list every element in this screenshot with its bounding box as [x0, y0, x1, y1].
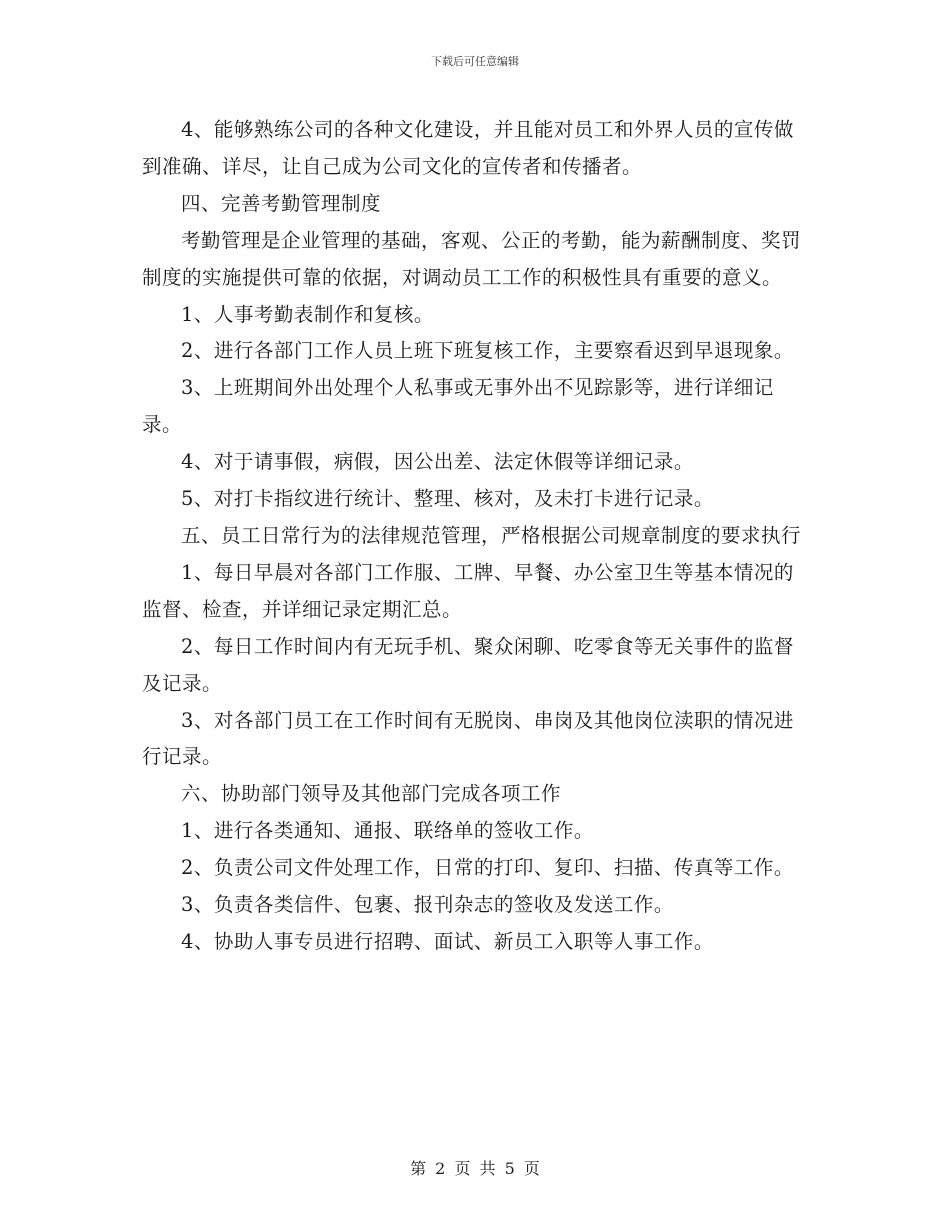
- page-header: 下载后可任意编辑: [431, 55, 519, 68]
- list-item: 1、进行各类通知、通报、联络单的签收工作。: [181, 819, 594, 843]
- list-item: 5、对打卡指纹进行统计、整理、核对，及未打卡进行记录。: [181, 487, 714, 511]
- document-body: [142, 112, 812, 961]
- list-item: 2、进行各部门工作人员上班下班复核工作，主要察看迟到早退现象。: [181, 339, 794, 363]
- list-item: 1、每日早晨对各部门工作服、工牌、早餐、办公室卫生等基本情况的监督、检查，并详细记录定期汇总。: [142, 560, 794, 621]
- list-item: 3、对各部门员工在工作时间有无脱岗、串岗及其他岗位渎职的情况进行记录。: [142, 708, 794, 769]
- list-item: 2、每日工作时间内有无玩手机、聚众闲聊、吃零食等无关事件的监督及记录。: [142, 634, 794, 695]
- paragraph: 考勤管理是企业管理的基础，客观、公正的考勤，能为薪酬制度、奖罚制度的实施提供可靠的依据，对调动员工工作的积极性具有重要的意义。: [142, 228, 802, 289]
- section-heading: 六、协助部门领导及其他部门完成各项工作: [181, 782, 562, 806]
- list-item: 3、上班期间外出处理个人私事或无事外出不见踪影等，进行详细记录。: [142, 376, 774, 437]
- list-item: 2、负责公司文件处理工作，日常的打印、复印、扫描、传真等工作。: [181, 856, 794, 880]
- list-item: 3、负责各类信件、包裹、报刊杂志的签收及发送工作。: [181, 893, 674, 917]
- paragraph: 4、能够熟练公司的各种文化建设，并且能对员工和外界人员的宣传做到准确、详尽，让自己成为公司文化的宣传者和传播者。: [142, 118, 794, 178]
- section-heading: 五、员工日常行为的法律规范管理，严格根据公司规章制度的要求执行: [181, 523, 802, 547]
- list-item: 1、人事考勤表制作和复核。: [181, 302, 434, 326]
- section-heading: 四、完善考勤管理制度: [181, 191, 382, 215]
- list-item: 4、对于请事假，病假，因公出差、法定休假等详细记录。: [181, 450, 694, 474]
- list-item: 4、协助人事专员进行招聘、面试、新员工入职等人事工作。: [181, 929, 714, 953]
- page-footer: 第 2 页 共 5 页: [410, 1159, 540, 1178]
